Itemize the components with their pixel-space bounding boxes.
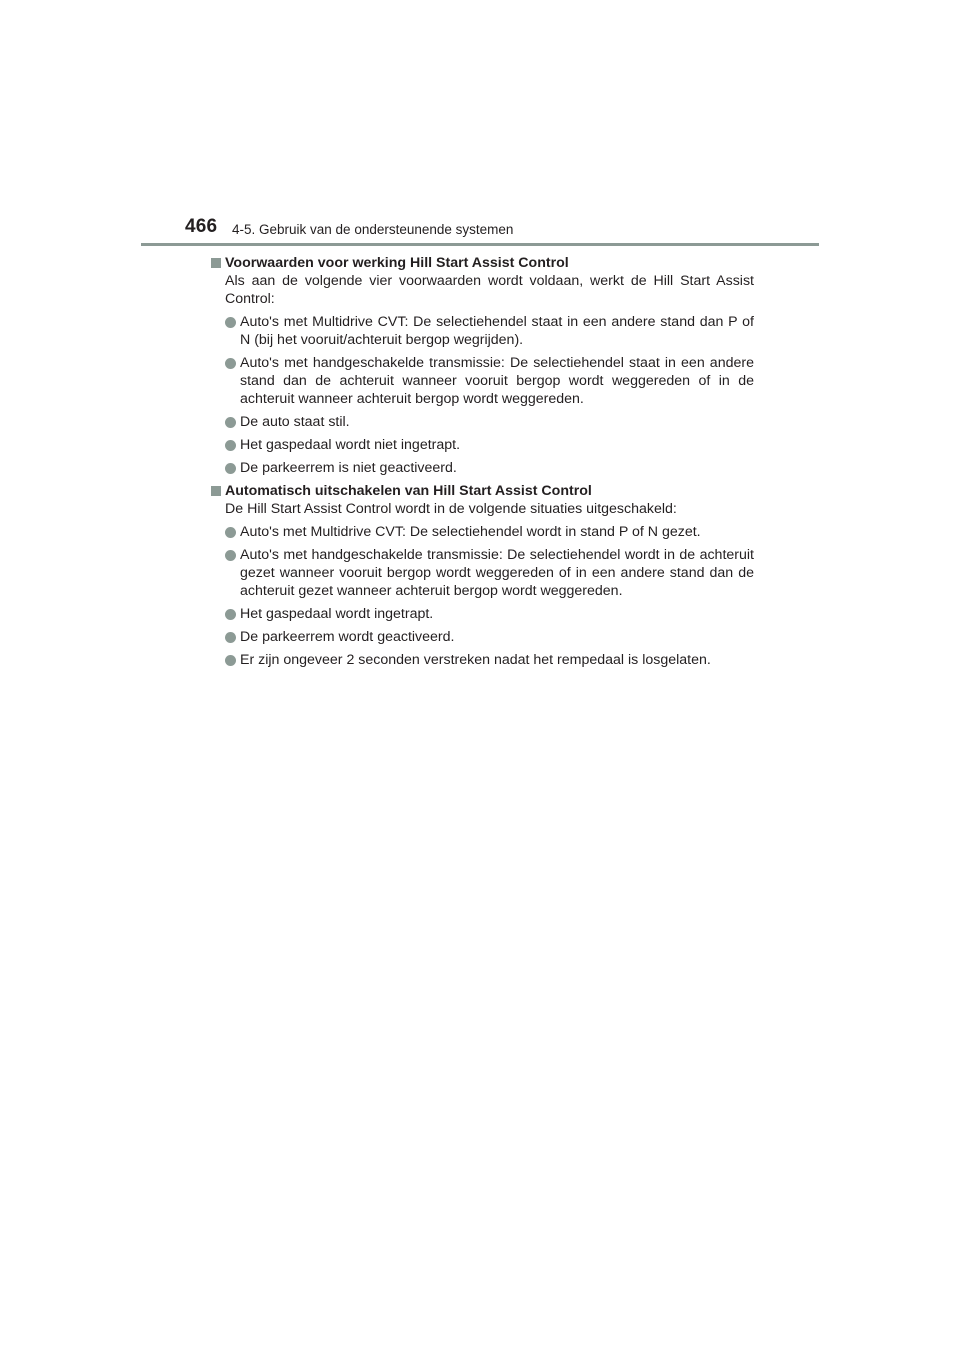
deactivation-list xyxy=(209,523,754,669)
section-heading xyxy=(209,254,754,272)
page-number: 466 xyxy=(185,216,218,237)
square-bullet-icon xyxy=(211,258,221,268)
list-item xyxy=(209,523,754,541)
circle-bullet-icon xyxy=(225,463,236,474)
list-item xyxy=(209,546,754,600)
list-item xyxy=(209,459,754,477)
circle-bullet-icon xyxy=(225,317,236,328)
circle-bullet-icon xyxy=(225,632,236,643)
square-bullet-icon xyxy=(211,486,221,496)
list-item-text: De auto staat stil. xyxy=(240,414,350,430)
list-item xyxy=(209,605,754,623)
list-item-text: Auto's met Multidrive CVT: De selectiehendel wordt in stand P of N gezet. xyxy=(240,524,701,540)
circle-bullet-icon xyxy=(225,417,236,428)
section-intro: De Hill Start Assist Control wordt in de volgende situaties uitgeschakeld: xyxy=(225,501,677,517)
list-item-text: Het gaspedaal wordt ingetrapt. xyxy=(240,606,434,622)
page-header xyxy=(0,0,960,250)
list-item-text: De parkeerrem wordt geactiveerd. xyxy=(240,629,455,645)
header-divider xyxy=(141,243,819,246)
list-item xyxy=(209,354,754,408)
circle-bullet-icon xyxy=(225,609,236,620)
section-title: 4-5. Gebruik van de ondersteunende systemen xyxy=(232,222,514,237)
section-heading-text: Voorwaarden voor werking Hill Start Assist Control xyxy=(225,255,569,271)
section-automatic-deactivation xyxy=(209,482,754,669)
list-item-text: Het gaspedaal wordt niet ingetrapt. xyxy=(240,437,461,453)
circle-bullet-icon xyxy=(225,358,236,369)
list-item-text: Auto's met handgeschakelde transmissie: De selectiehendel wordt in de achteruit gezet wanneer vooruit bergop wordt weggereden of in een andere stand dan de achteruit gezet wanneer achteruit bergop wordt weggereden. xyxy=(240,547,754,599)
list-item xyxy=(209,651,754,669)
circle-bullet-icon xyxy=(225,440,236,451)
list-item-text: De parkeerrem is niet geactiveerd. xyxy=(240,460,457,476)
list-item xyxy=(209,436,754,454)
manual-content xyxy=(209,254,754,674)
circle-bullet-icon xyxy=(225,655,236,666)
circle-bullet-icon xyxy=(225,527,236,538)
condition-list xyxy=(209,313,754,477)
list-item xyxy=(209,413,754,431)
list-item xyxy=(209,628,754,646)
list-item-text: Er zijn ongeveer 2 seconden verstreken nadat het rempedaal is losgelaten. xyxy=(240,652,711,668)
list-item xyxy=(209,313,754,349)
circle-bullet-icon xyxy=(225,550,236,561)
list-item-text: Auto's met handgeschakelde transmissie: De selectiehendel staat in een andere stand dan de achteruit wanneer vooruit bergop wordt weggereden of in de achteruit wanneer achteruit bergop wordt weggereden. xyxy=(240,355,754,407)
section-heading xyxy=(209,482,754,500)
section-operating-conditions xyxy=(209,254,754,477)
section-heading-text: Automatisch uitschakelen van Hill Start Assist Control xyxy=(225,483,592,499)
list-item-text: Auto's met Multidrive CVT: De selectiehendel staat in een andere stand dan P of N (bij het vooruit/achteruit bergop wegrijden). xyxy=(240,314,754,348)
section-intro: Als aan de volgende vier voorwaarden wordt voldaan, werkt de Hill Start Assist Control: xyxy=(225,273,754,307)
